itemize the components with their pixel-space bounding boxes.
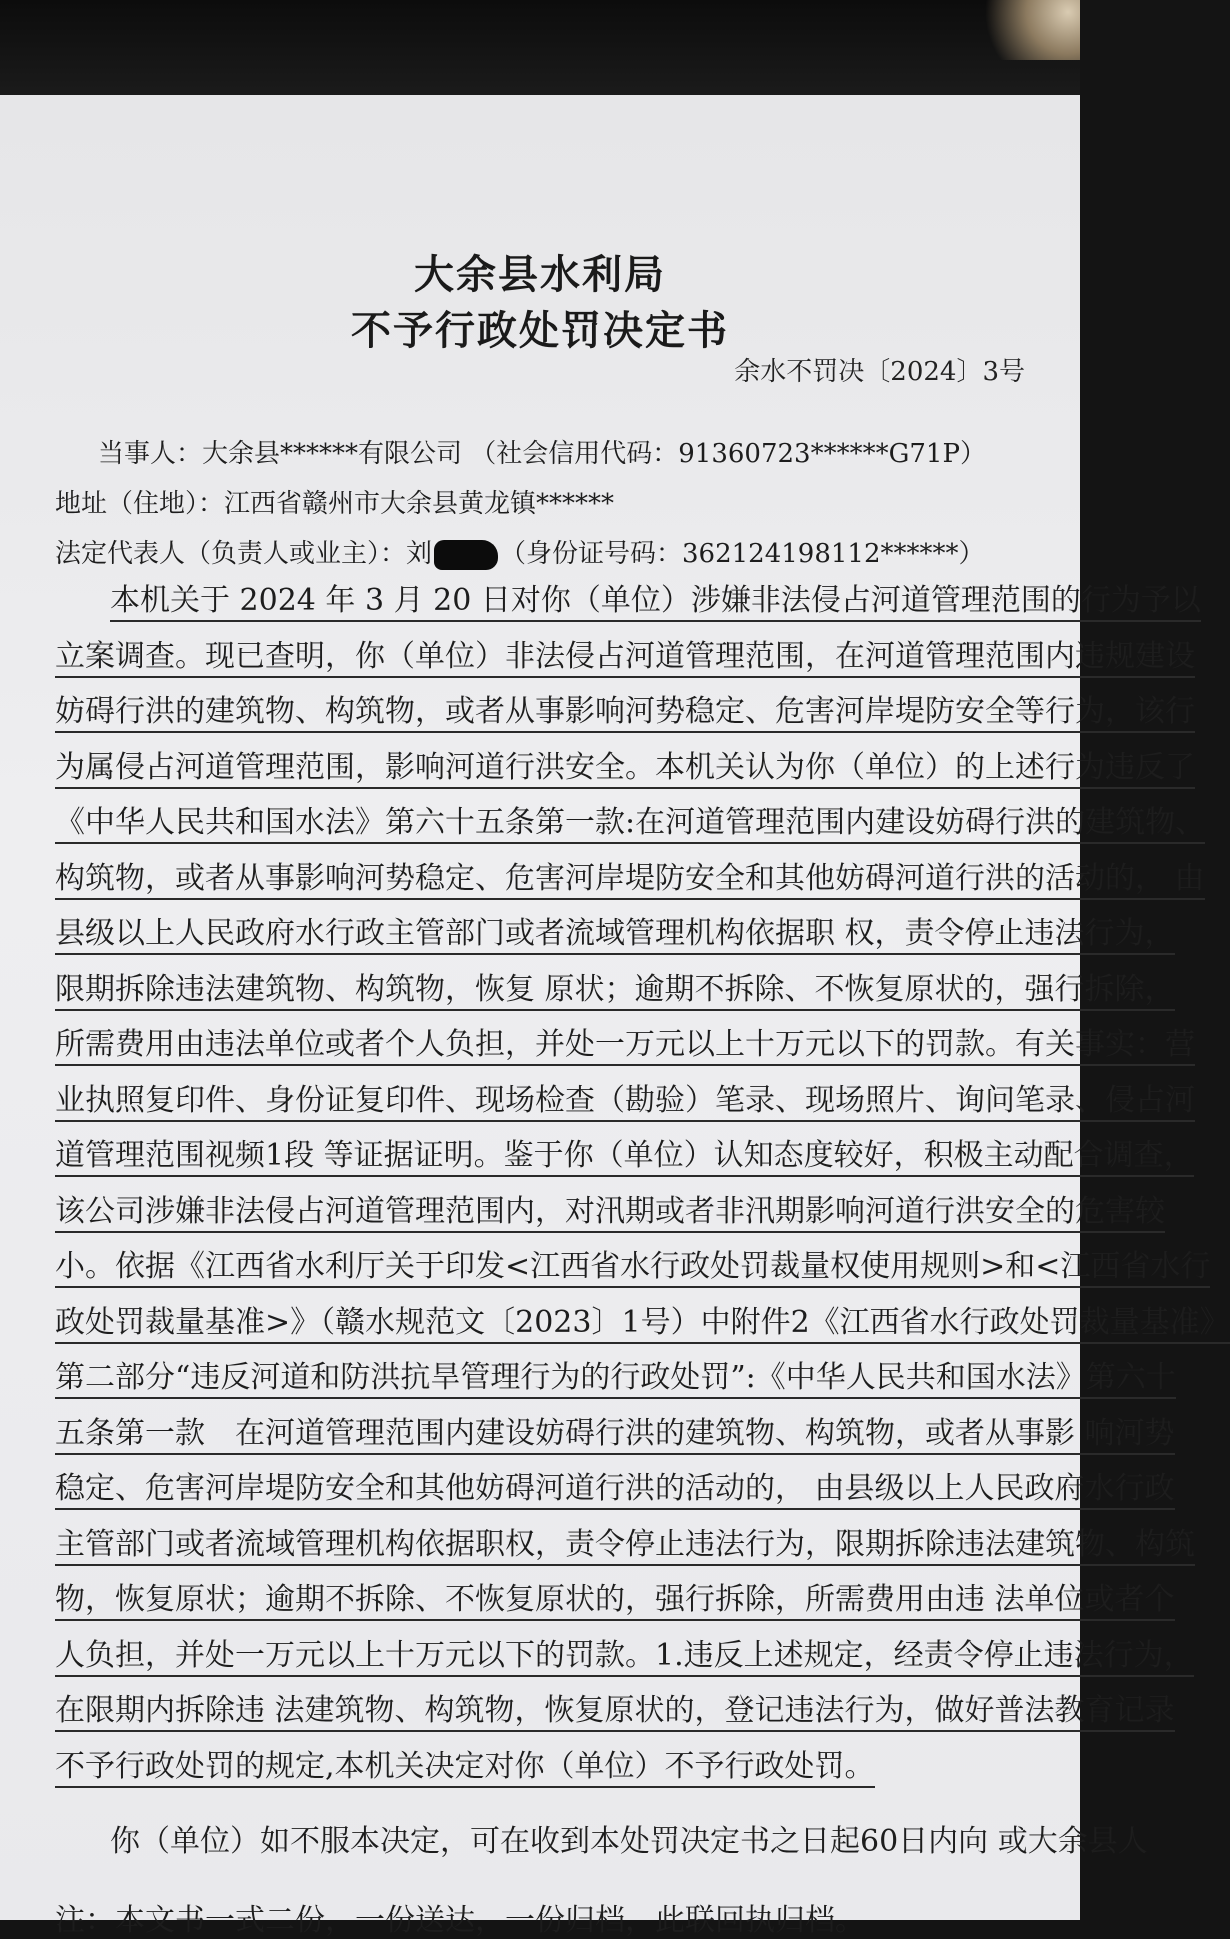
document-page xyxy=(0,95,1230,1938)
body-line: 物，恢复原状；逾期不拆除、不恢复原状的，强行拆除，所需费用由违 法单位或者个 xyxy=(55,1574,1095,1618)
body-line: 第二部分“违反河道和防洪抗旱管理行为的行政处罚”:《中华人民共和国水法》第六十 xyxy=(55,1352,1095,1396)
legal-rep-label: 法定代表人（负责人或业主）：刘 xyxy=(55,539,433,569)
body-line: 《中华人民共和国水法》第六十五条第一款:在河道管理范围内建设妨碍行洪的建筑物、 xyxy=(55,797,1095,841)
body-line: 道管理范围视频1段 等证据证明。鉴于你（单位）认知态度较好，积极主动配合调查， xyxy=(55,1130,1095,1174)
body-line: 县级以上人民政府水行政主管部门或者流域管理机构依据职 权，责令停止违法行为， xyxy=(55,908,1095,952)
body-line: 政处罚裁量基准>》（赣水规范文〔2023〕1号）中附件2《江西省水行政处罚裁量基准》 xyxy=(55,1297,1095,1341)
body-line: 妨碍行洪的建筑物、构筑物，或者从事影响河势稳定、危害河岸堤防安全等行为，该行 xyxy=(55,686,1095,730)
legal-rep-line xyxy=(55,533,1095,570)
address-line: 地址（住地）：江西省赣州市大余县黄龙镇****** xyxy=(55,489,615,519)
body-line: 人负担，并处一万元以上十万元以下的罚款。1.违反上述规定，经责令停止违法行为， xyxy=(55,1630,1095,1674)
body-line: 构筑物，或者从事影响河势稳定、危害河岸堤防安全和其他妨碍河道行洪的活动的， 由 xyxy=(55,853,1095,897)
footer-note: 注：本文书一式二份，一份送达，一份归档，此联回执归档。 xyxy=(55,1903,865,1938)
body-line: 业执照复印件、身份证复印件、现场检查（勘验）笔录、现场照片、询问笔录、侵占河 xyxy=(55,1075,1095,1119)
body-line: 限期拆除违法建筑物、构筑物，恢复 原状；逾期不拆除、不恢复原状的，强行拆除， xyxy=(55,964,1095,1008)
party-line: 当事人：大余县******有限公司 （社会信用代码：91360723******G71P） xyxy=(98,439,986,469)
body-line: 主管部门或者流域管理机构依据职权，责令停止违法行为，限期拆除违法建筑物、构筑 xyxy=(55,1519,1095,1563)
body-line: 该公司涉嫌非法侵占河道管理范围内，对汛期或者非汛期影响河道行洪安全的危害较 xyxy=(55,1186,1095,1230)
dark-background xyxy=(0,0,1080,110)
body-line: 立案调查。现已查明，你（单位）非法侵占河道管理范围，在河道管理范围内违规建设 xyxy=(55,631,1095,675)
body-line: 本机关于 2024 年 3 月 20 日对你（单位）涉嫌非法侵占河道管理范围的行为予以 xyxy=(110,575,1150,619)
body-line: 你（单位）如不服本决定，可在收到本处罚决定书之日起60日内向 或大余县人 xyxy=(110,1824,1148,1859)
body-line: 在限期内拆除违 法建筑物、构筑物，恢复原状的，登记违法行为，做好普法教育记录 xyxy=(55,1685,1095,1729)
document-title-agency: 大余县水利局 xyxy=(414,252,666,298)
redaction-mark xyxy=(434,540,498,570)
legal-rep-id: （身份证号码：362124198112******） xyxy=(500,539,985,569)
body-line: 五条第一款 在河道管理范围内建设妨碍行洪的建筑物、构筑物，或者从事影 响河势 xyxy=(55,1408,1095,1452)
document-number: 余水不罚决〔2024〕3号 xyxy=(734,357,1025,387)
document-title-type: 不予行政处罚决定书 xyxy=(351,308,729,354)
body-line: 为属侵占河道管理范围，影响河道行洪安全。本机关认为你（单位）的上述行为违反了 xyxy=(55,742,1095,786)
background-object xyxy=(960,0,1080,60)
body-line: 小。依据《江西省水利厅关于印发<江西省水行政处罚裁量权使用规则>和<江西省水行 xyxy=(55,1241,1095,1285)
body-line: 不予行政处罚的规定,本机关决定对你（单位）不予行政处罚。 xyxy=(55,1741,1095,1785)
body-line: 所需费用由违法单位或者个人负担，并处一万元以上十万元以下的罚款。有关事实：营 xyxy=(55,1019,1095,1063)
body-line: 稳定、危害河岸堤防安全和其他妨碍河道行洪的活动的， 由县级以上人民政府水行政 xyxy=(55,1463,1095,1507)
